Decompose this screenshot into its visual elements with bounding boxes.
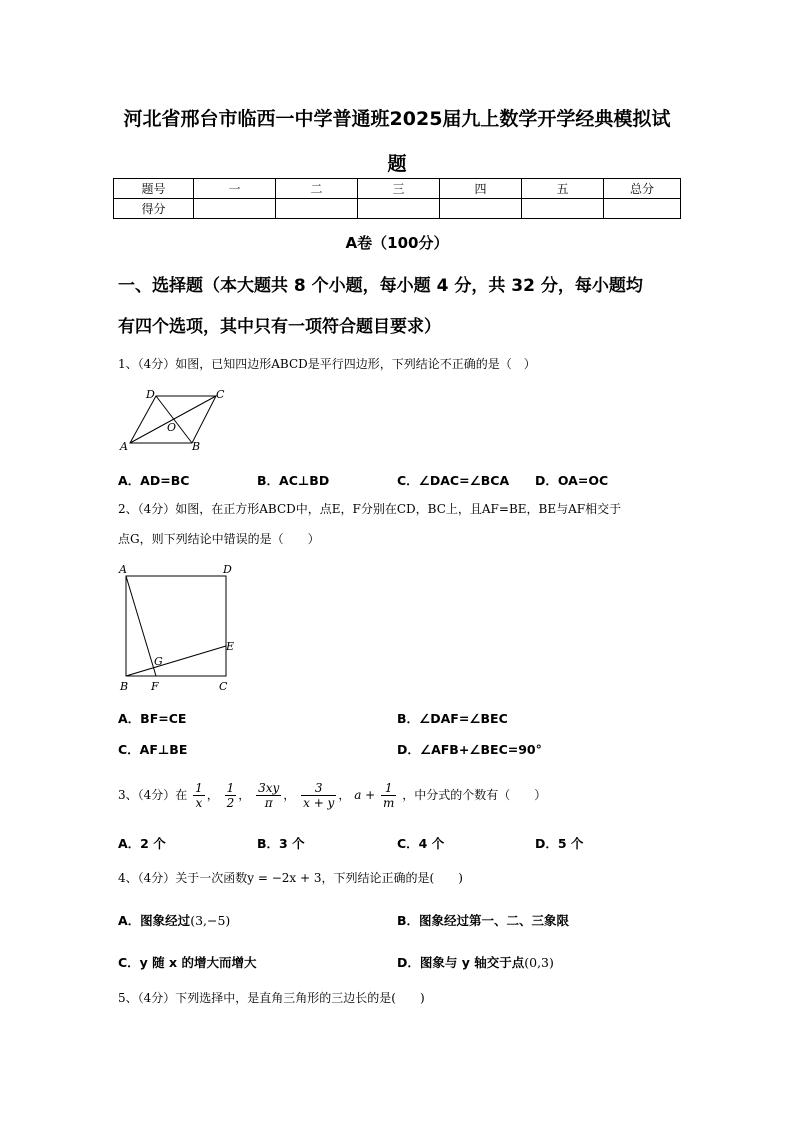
fraction-denominator: x <box>195 796 203 810</box>
fraction-numerator: 1 <box>226 781 235 795</box>
q4-option-a-point: (3,−5) <box>190 913 231 928</box>
label-g: G <box>154 655 163 668</box>
fraction-denominator: π <box>264 796 273 810</box>
q2-option-c[interactable]: C．AF⊥BE <box>118 742 188 757</box>
q5-stem: 5、（4分）下列选择中，是直角三角形的三边长的是( ) <box>118 991 425 1005</box>
q4-function: y = −2x + 3 <box>247 871 322 885</box>
fraction-denominator: 2 <box>226 796 235 810</box>
label-b: B <box>192 440 201 453</box>
q1-option-a[interactable]: A．AD=BC <box>118 473 190 488</box>
q1-parallelogram-figure <box>118 386 230 454</box>
score-cell[interactable] <box>522 199 604 219</box>
fraction-3 <box>256 781 281 810</box>
label-o: O <box>167 421 177 434</box>
segment-be <box>126 646 226 676</box>
label-c: C <box>216 388 225 401</box>
q3-stem <box>118 778 688 812</box>
doc-title-line2: 题 <box>387 153 407 175</box>
q3-option-b[interactable]: B．3 个 <box>257 836 305 851</box>
fraction-4 <box>301 781 336 810</box>
q2-stem-line2: 点G，则下列结论中错误的是（ ） <box>118 532 320 546</box>
score-header-cell: 二 <box>276 179 358 199</box>
q4-option-d[interactable] <box>397 953 554 971</box>
doc-title-line1: 河北省邢台市临西一中学普通班2025届九上数学开学经典模拟试 <box>123 108 671 130</box>
q3-option-a[interactable]: A．2 个 <box>118 836 166 851</box>
q4-option-b[interactable]: B．图象经过第一、二、三象限 <box>397 913 570 928</box>
q3-prefix: 3、（4分）在 <box>118 788 188 802</box>
label-d: D <box>146 388 155 401</box>
score-table-header-row <box>114 179 681 199</box>
score-header-cell: 四 <box>440 179 522 199</box>
q3-suffix: ，中分式的个数有（ ） <box>402 788 547 802</box>
score-cell[interactable] <box>604 199 681 219</box>
score-table <box>113 178 681 219</box>
separator: ， <box>338 788 351 802</box>
q2-option-b[interactable]: B．∠DAF=∠BEC <box>397 711 508 726</box>
fraction-numerator: 1 <box>381 781 396 796</box>
fraction-numerator: 3 <box>301 781 336 796</box>
score-cell[interactable] <box>276 199 358 219</box>
score-row-label: 得分 <box>114 199 194 219</box>
score-cell[interactable] <box>440 199 522 219</box>
q4-suffix: ，下列结论正确的是( ) <box>321 871 463 885</box>
q3-last-prefix: a + <box>354 788 376 802</box>
score-cell[interactable] <box>194 199 276 219</box>
fraction-5 <box>381 781 396 810</box>
separator: ， <box>283 788 296 802</box>
label-d: D <box>223 563 232 576</box>
volume-heading: A卷（100分） <box>345 234 449 252</box>
label-a: A <box>119 563 127 576</box>
separator: ， <box>206 788 219 802</box>
q2-stem-line1: 2、（4分）如图，在正方形ABCD中，点E，F分别在CD，BC上，且AF=BE，BE与AF相交于 <box>118 502 622 516</box>
q4-prefix: 4、（4分）关于一次函数 <box>118 871 248 885</box>
score-cell[interactable] <box>358 199 440 219</box>
separator: ， <box>238 788 251 802</box>
label-f: F <box>151 680 159 693</box>
label-e: E <box>226 640 235 653</box>
q4-option-a[interactable] <box>118 911 230 929</box>
fraction-numerator: 1 <box>195 781 203 795</box>
section-heading-line2: 有四个选项，其中只有一项符合题目要求） <box>118 317 441 337</box>
q2-square-figure <box>116 558 246 696</box>
score-table-score-row <box>114 199 681 219</box>
score-header-cell: 三 <box>358 179 440 199</box>
section-heading-line1: 一、选择题（本大题共 8 个小题，每小题 4 分，共 32 分，每小题均 <box>118 276 643 296</box>
q4-option-a-text: A．图象经过 <box>118 913 191 928</box>
score-header-cell: 题号 <box>114 179 194 199</box>
fraction-denominator: x + y <box>303 796 335 810</box>
q1-option-c[interactable]: C．∠DAC=∠BCA <box>397 473 510 488</box>
fraction-2 <box>225 781 237 810</box>
q3-option-d[interactable]: D．5 个 <box>535 836 584 851</box>
fraction-numerator: 3xy <box>258 781 280 795</box>
diagonal-bd <box>156 396 192 443</box>
label-b: B <box>120 680 129 693</box>
fraction-denominator: m <box>383 796 395 810</box>
q1-stem: 1、（4分）如图，已知四边形ABCD是平行四边形，下列结论不正确的是（ ） <box>118 357 536 371</box>
q4-option-d-point: (0,3) <box>524 955 554 970</box>
q4-option-d-text: D．图象与 y 轴交于点 <box>397 955 525 970</box>
q1-option-d[interactable]: D．OA=OC <box>535 473 609 488</box>
q2-option-a[interactable]: A．BF=CE <box>118 711 187 726</box>
q4-stem <box>118 864 688 892</box>
q3-option-c[interactable]: C．4 个 <box>397 836 445 851</box>
score-header-cell: 五 <box>522 179 604 199</box>
score-header-cell: 一 <box>194 179 276 199</box>
label-a: A <box>120 440 128 453</box>
q1-option-b[interactable]: B．AC⊥BD <box>257 473 330 488</box>
segment-af <box>126 576 156 676</box>
q2-option-d[interactable]: D．∠AFB+∠BEC=90° <box>397 742 542 757</box>
score-header-cell: 总分 <box>604 179 681 199</box>
q4-option-c[interactable]: C．y 随 x 的增大而增大 <box>118 955 257 970</box>
fraction-1 <box>193 781 205 810</box>
label-c: C <box>219 680 228 693</box>
